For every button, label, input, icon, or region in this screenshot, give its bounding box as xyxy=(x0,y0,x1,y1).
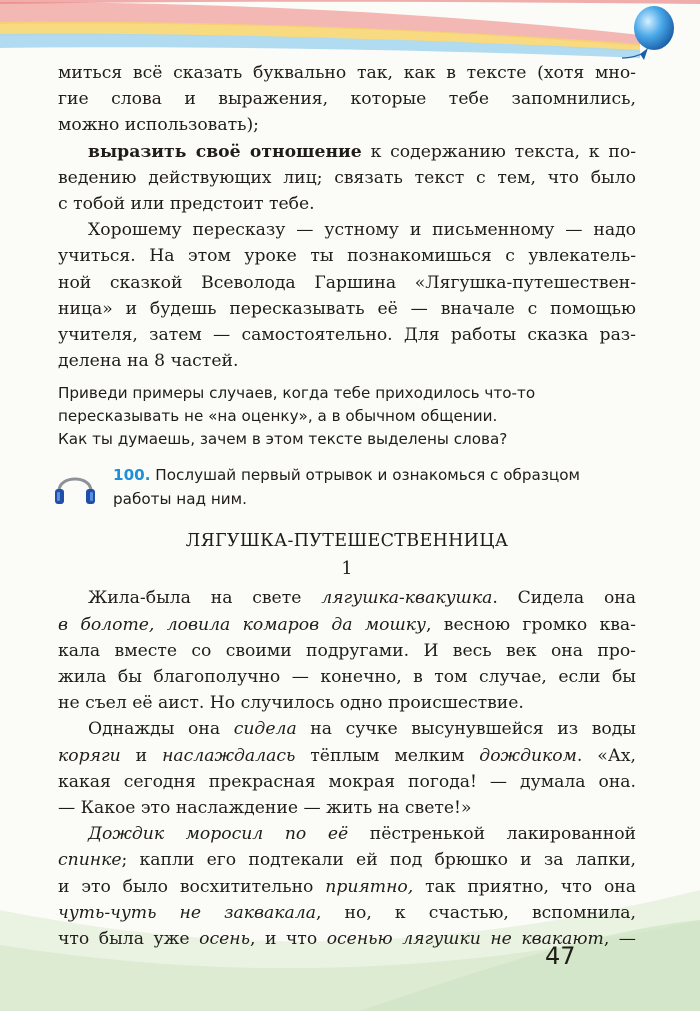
text-line: и это было восхитительно приятно, так приятно, что она xyxy=(58,876,636,897)
balloon-icon xyxy=(620,4,684,66)
text-line: Хорошему пересказу — устному и письменному — надо xyxy=(88,220,636,241)
text-line: кала вместе со своими подругами. И весь век она про- xyxy=(58,640,636,661)
text-line: чуть-чуть не заквакала, но, к счастью, вспомнила, xyxy=(58,902,636,923)
text-line: делена на 8 частей. xyxy=(58,351,239,372)
text-line: миться всё сказать буквально так, как в тексте (хотя мно- xyxy=(58,63,636,83)
question-line: Приведи примеры случаев, когда тебе приходилось что-то xyxy=(58,384,536,403)
task-100 xyxy=(58,463,636,511)
task-number: 100. xyxy=(113,466,151,485)
text-line: гие слова и выражения, которые тебе запомнились, xyxy=(58,89,636,110)
page-content xyxy=(58,60,636,952)
text-line: учителя, затем — самостоятельно. Для работы сказка раз- xyxy=(58,325,636,346)
bold-phrase: выразить своё отношение xyxy=(88,141,362,162)
text-line: Однажды она сидела на сучке высунувшейся из воды xyxy=(88,719,636,740)
text-line: Дождик моросил по её пёстренькой лакированной xyxy=(88,824,636,845)
question-line: пересказывать не «на оценку», а в обычном общении. xyxy=(58,407,498,426)
text-line: ведению действующих лиц; связать текст с тем, что было xyxy=(58,167,636,188)
text-line: жила бы благополучно — конечно, в том случае, если бы xyxy=(58,667,636,688)
text-line: можно использовать); xyxy=(58,115,259,136)
text-line: Жила-была на свете лягушка-квакушка. Сидела она xyxy=(88,588,636,609)
text-line: какая сегодня прекрасная мокрая погода! — думала она. xyxy=(58,771,636,792)
chapter-number: 1 xyxy=(341,559,353,580)
text-line: не съел её аист. Но случилось одно происшествие. xyxy=(58,693,524,714)
text-line: спинке; капли его подтекали ей под брюшко и за лапки, xyxy=(58,850,636,871)
text-line: что была уже осень, и что осенью лягушки не квакают, — xyxy=(58,929,636,950)
text-line: коряги и наслаждалась тёплым мелким дождиком. «Ах, xyxy=(58,745,636,766)
headphones-icon xyxy=(53,465,97,509)
text-line: выразить своё отношение к содержанию текста, к по- xyxy=(88,141,636,162)
text-line: — Какое это наслаждение — жить на свете!» xyxy=(58,798,472,819)
task-text: 100. Послушай первый отрывок и ознакомься с образцом xyxy=(113,466,580,485)
question-line: Как ты думаешь, зачем в этом тексте выделены слова? xyxy=(58,430,508,449)
task-text: работы над ним. xyxy=(113,490,247,509)
story-title: ЛЯГУШКА-ПУТЕШЕСТВЕННИЦА xyxy=(185,531,509,552)
text-line: ница» и будешь пересказывать её — вначале с помощью xyxy=(58,298,636,319)
text-line: учиться. На этом уроке ты познакомишься с увлекатель- xyxy=(58,246,636,267)
page-number: 47 xyxy=(545,942,576,970)
discussion-questions xyxy=(58,382,636,451)
text-line: ной сказкой Всеволода Гаршина «Лягушка-путешествен- xyxy=(58,272,636,293)
text-line: с тобой или предстоит тебе. xyxy=(58,194,315,215)
text-line: в болоте, ловила комаров да мошку, весною громко ква- xyxy=(58,614,636,635)
